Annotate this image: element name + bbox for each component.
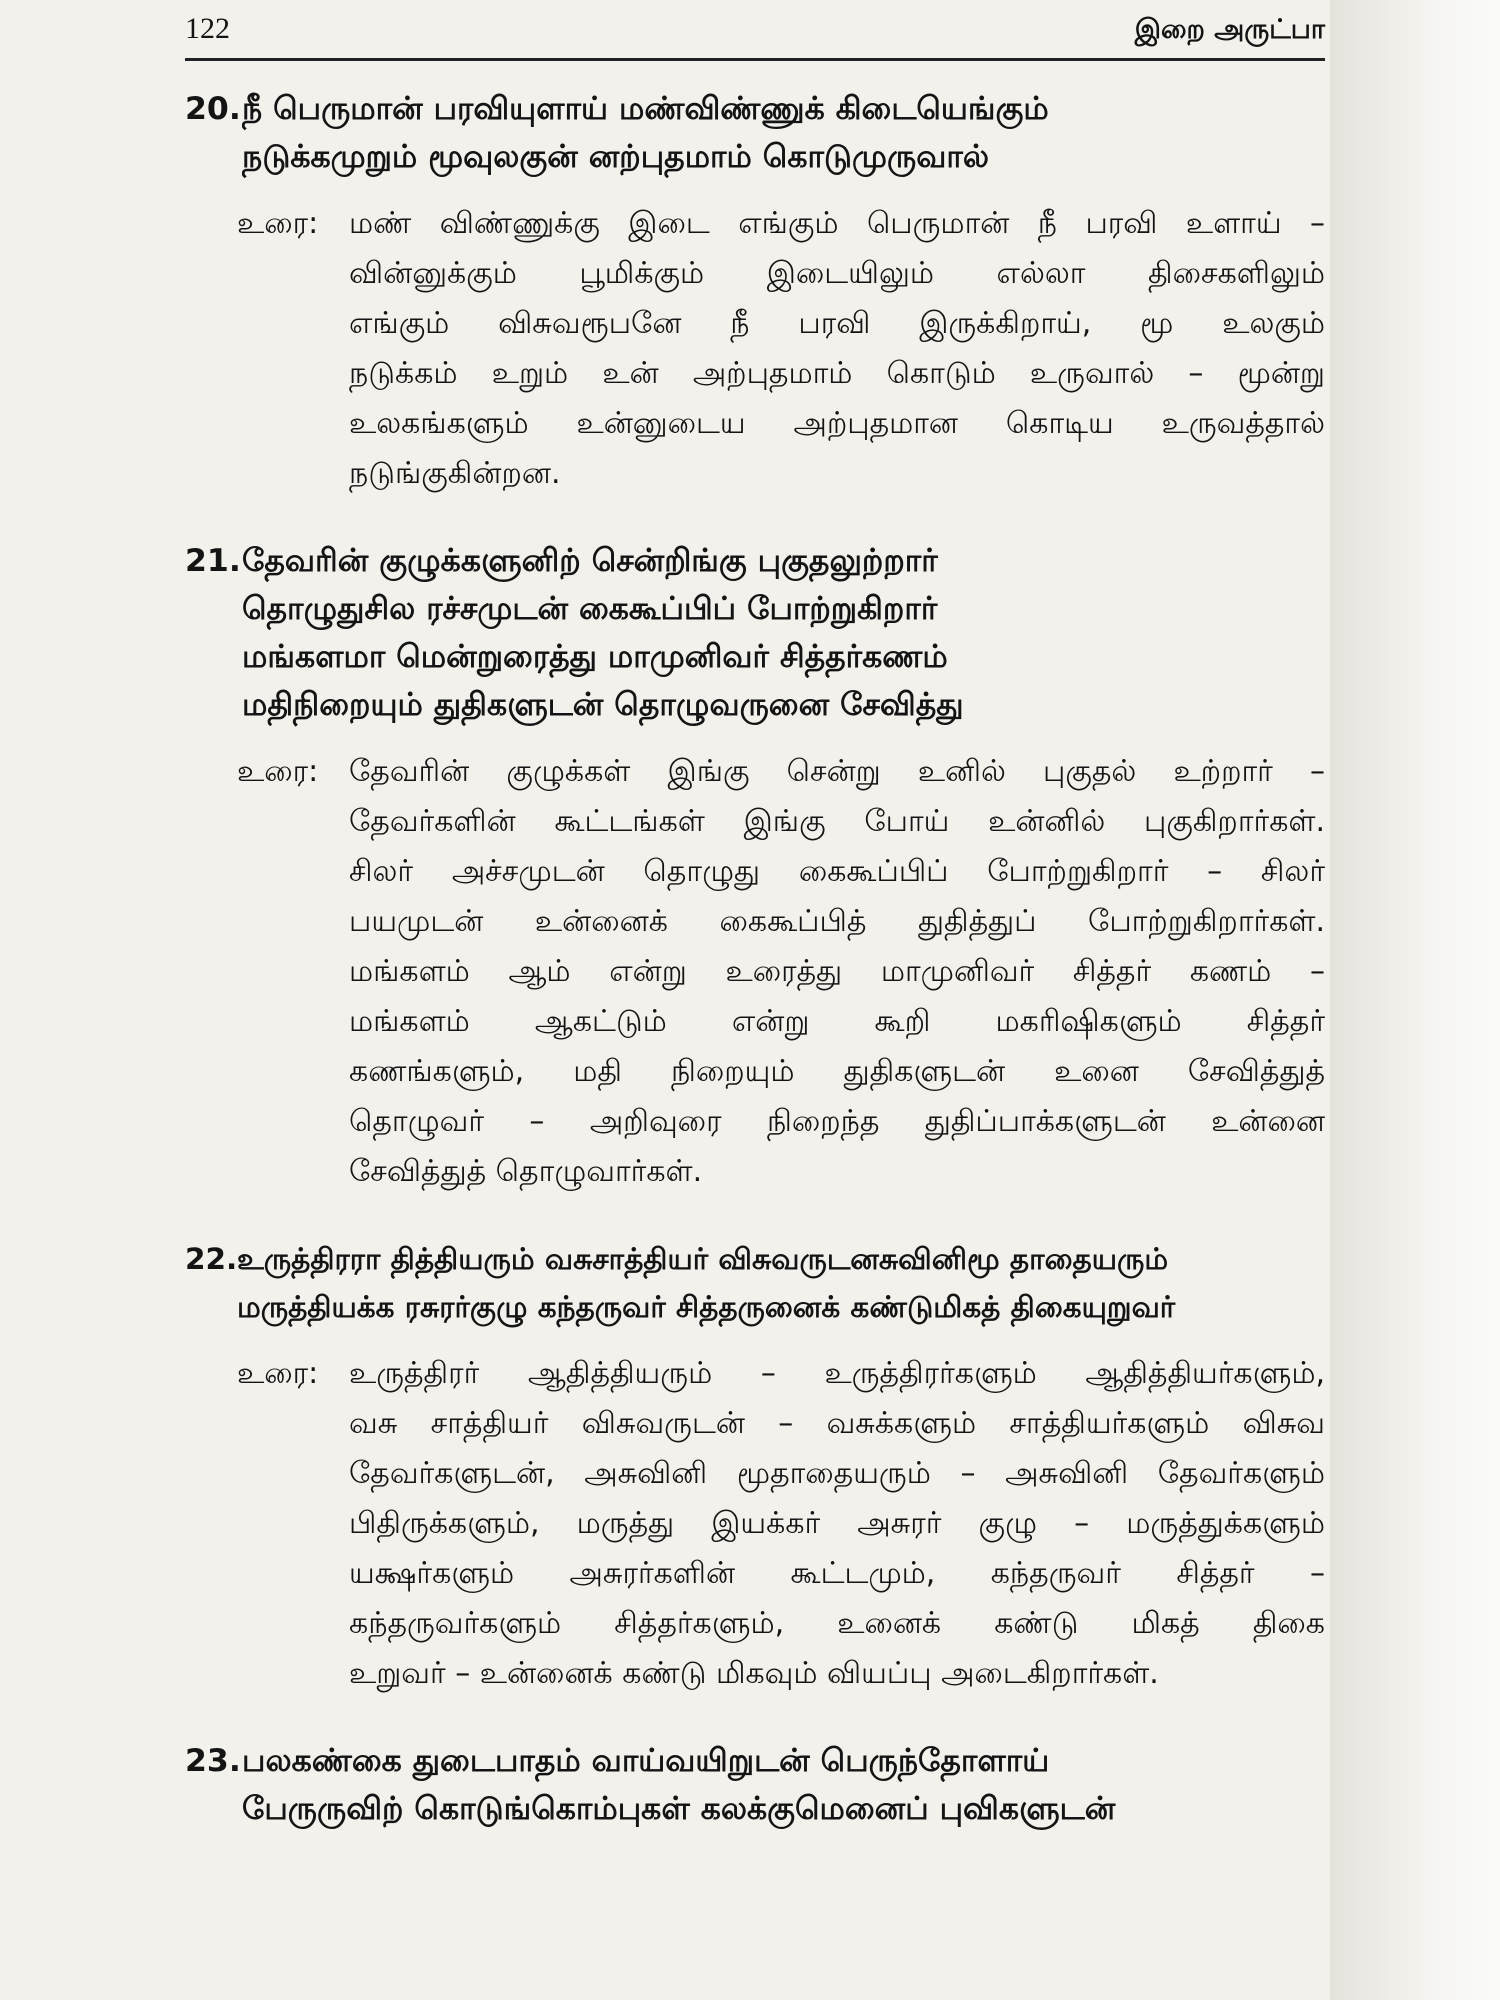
verse-line: தொழுதுசில ரச்சமுடன் கைகூப்பிப் போற்றுகிறார் [242, 591, 938, 627]
commentary-21 [237, 747, 1325, 1197]
page-content [185, 85, 1325, 1851]
verse-21 [185, 537, 1325, 729]
verse-line: நீ பெருமான் பரவியுளாய் மண்விண்ணுக் கிடையெங்கும் [242, 91, 1049, 127]
page-number: 122 [185, 12, 230, 45]
verse-line: மங்களமா மென்றுரைத்து மாமுனிவர் சித்தர்கணம் [242, 639, 948, 675]
verse-number: 22. [185, 1242, 238, 1276]
verse-line: பேருருவிற் கொடுங்கொம்புகள் கலக்குமெனைப் புவிகளுடன் [242, 1791, 1116, 1827]
commentary-label: உரை: [237, 206, 319, 241]
commentary-line: நடுக்கம் உறும் உன் அற்புதமாம் கொடும் உருவால் – மூன்று [349, 356, 1325, 391]
verse-line: தேவரின் குழுக்களுனிற் சென்றிங்கு புகுதலுற்றார் [242, 543, 938, 579]
verse-22 [185, 1235, 1325, 1331]
verse-line: மருத்தியக்க ரசுரர்குழு கந்தருவர் சித்தருனைக் கண்டுமிகத் திகையுறுவர் [237, 1290, 1176, 1324]
page-header [185, 10, 1325, 61]
commentary-line: தேவர்களின் கூட்டங்கள் இங்கு போய் உன்னில் புகுகிறார்கள். [349, 804, 1325, 839]
verse-number: 20. [185, 91, 241, 127]
page-edge-shadow [1330, 0, 1500, 2000]
commentary-line: கந்தருவர்களும் சித்தர்களும், உனைக் கண்டு மிகத் திகை [349, 1606, 1325, 1641]
commentary-line: தேவரின் குழுக்கள் இங்கு சென்று உனில் புகுதல் உற்றார் – [349, 754, 1325, 789]
verse-line: நடுக்கமுறும் மூவுலகுன் னற்புதமாம் கொடுமுருவால் [242, 139, 989, 175]
verse-line: உருத்திரரா தித்தியரும் வசுசாத்தியர் விசுவருடனசுவினிமூ தாதையரும் [237, 1242, 1169, 1276]
commentary-line: வின்னுக்கும் பூமிக்கும் இடையிலும் எல்லா திசைகளிலும் [349, 256, 1325, 291]
commentary-line: மங்களம் ஆகட்டும் என்று கூறி மகரிஷிகளும் சித்தர் [349, 1004, 1325, 1039]
commentary-line: மங்களம் ஆம் என்று உரைத்து மாமுனிவர் சித்தர் கணம் – [349, 954, 1325, 989]
commentary-20 [237, 199, 1325, 499]
commentary-line: உருத்திரர் ஆதித்தியரும் – உருத்திரர்களும் ஆதித்தியர்களும், [349, 1356, 1325, 1391]
commentary-line: தொழுவர் – அறிவுரை நிறைந்த துதிப்பாக்களுடன் உன்னை [349, 1104, 1325, 1139]
verse-20 [185, 85, 1325, 181]
commentary-line: தேவர்களுடன், அசுவினி மூதாதையரும் – அசுவினி தேவர்களும் [349, 1456, 1325, 1491]
commentary-line: பிதிருக்களும், மருத்து இயக்கர் அசுரர் குழு – மருத்துக்களும் [349, 1506, 1325, 1541]
commentary-line: வசு சாத்தியர் விசுவருடன் – வசுக்களும் சாத்தியர்களும் விசுவ [349, 1406, 1325, 1441]
commentary-line: நடுங்குகின்றன. [349, 456, 561, 491]
commentary-22 [237, 1349, 1325, 1699]
verse-line: பலகண்கை துடைபாதம் வாய்வயிறுடன் பெருந்தோளாய் [242, 1743, 1050, 1779]
commentary-label: உரை: [237, 754, 319, 789]
commentary-line: மண் விண்ணுக்கு இடை எங்கும் பெருமான் நீ பரவி உளாய் – [349, 206, 1325, 241]
commentary-line: கணங்களும், மதி நிறையும் துதிகளுடன் உனை சேவித்துத் [349, 1054, 1325, 1089]
commentary-line: சிலர் அச்சமுடன் தொழுது கைகூப்பிப் போற்றுகிறார் – சிலர் [349, 854, 1325, 889]
commentary-line: உறுவர் – உன்னைக் கண்டு மிகவும் வியப்பு அடைகிறார்கள். [349, 1656, 1159, 1691]
commentary-line: பயமுடன் உன்னைக் கைகூப்பித் துதித்துப் போற்றுகிறார்கள். [349, 904, 1325, 939]
verse-number: 23. [185, 1743, 241, 1779]
commentary-line: எங்கும் விசுவரூபனே நீ பரவி இருக்கிறாய், மூ உலகும் [349, 306, 1325, 341]
commentary-label: உரை: [237, 1356, 319, 1391]
commentary-line: உலகங்களும் உன்னுடைய அற்புதமான கொடிய உருவத்தால் [349, 406, 1325, 441]
commentary-line: சேவித்துத் தொழுவார்கள். [349, 1154, 703, 1189]
commentary-line: யக்ஷர்களும் அசுரர்களின் கூட்டமும், கந்தருவர் சித்தர் – [349, 1556, 1325, 1591]
running-title: இறை அருட்பா [1134, 14, 1325, 45]
verse-number: 21. [185, 543, 241, 579]
verse-23 [185, 1737, 1325, 1833]
verse-line: மதிநிறையும் துதிகளுடன் தொழுவருனை சேவித்து [242, 687, 964, 723]
